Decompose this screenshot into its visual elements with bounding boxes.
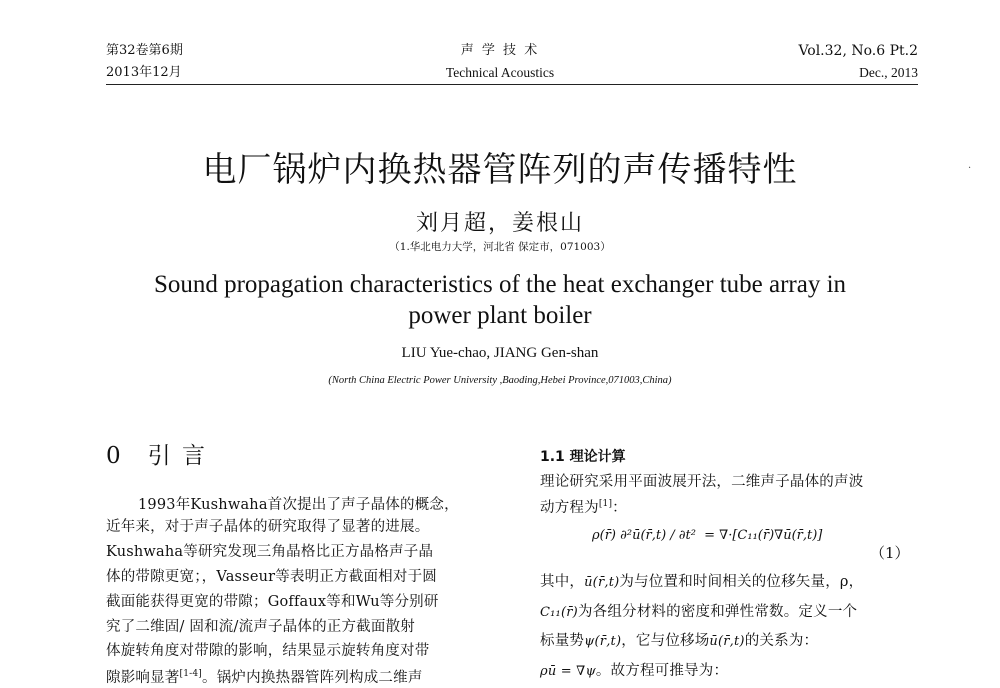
journal-name-en: Technical Acoustics <box>445 65 555 80</box>
math-symbol: ū(r̄,t) <box>709 634 745 649</box>
paper-title-en-line2: power plant boiler <box>408 302 592 329</box>
equation-1 <box>592 528 822 543</box>
body-line: 究了二维固/ 固和流/流声子晶体的正方截面散射 <box>106 619 415 635</box>
body-text: ，它与位移场 <box>621 633 710 649</box>
math-symbol: ψ(r̄,t) <box>584 634 622 649</box>
body-line <box>540 661 728 682</box>
header-issue: 第32卷第6期 <box>106 43 183 58</box>
header-volume: Vol.32, No.6 Pt.2 <box>798 43 918 59</box>
body-line <box>540 572 863 593</box>
header-date: 2013年12月 <box>106 65 182 80</box>
header-rule <box>106 84 918 85</box>
journal-name-cn: 声 学 技 术 <box>460 43 540 58</box>
body-line: 近年来，对于声子晶体的研究取得了显著的进展。 <box>106 519 430 535</box>
body-line: 理论研究采用平面波展开法，二维声子晶体的声波 <box>540 474 864 490</box>
body-line <box>540 631 818 652</box>
section-heading-introduction: 0 引 言 <box>106 443 207 469</box>
body-text: 的关系为： <box>744 633 819 649</box>
body-text: 为各组分材料的密度和弹性常数。定义一个 <box>577 604 858 620</box>
stray-mark: · <box>968 163 972 174</box>
body-text: 。锅炉内换热器管阵列构成二维声 <box>202 669 423 686</box>
equation-rhs: = ∇·[C₁₁(r̄)∇ū(r̄,t)] <box>704 528 823 543</box>
affiliation-en: (North China Electric Power University ,Baoding,Hebei Province,071003,China) <box>328 375 672 386</box>
subsection-heading-theory: 1.1 理论计算 <box>540 449 626 465</box>
body-text: 动方程为 <box>540 499 599 516</box>
body-line: 1993年Kushwaha首次提出了声子晶体的概念， <box>138 497 459 513</box>
equation-number: （1） <box>870 544 910 562</box>
authors-cn: 刘月超，姜根山 <box>415 211 584 236</box>
body-text: ： <box>612 499 627 516</box>
header-date-en: Dec., 2013 <box>859 65 918 80</box>
affiliation-cn: （1.华北电力大学，河北省 保定市，071003） <box>389 241 611 253</box>
citation: [1] <box>598 499 613 509</box>
body-line: 截面能获得更宽的带隙；Goffaux等和Wu等分别研 <box>106 594 439 610</box>
math-symbol: ρū = ∇ψ <box>540 664 596 679</box>
body-text: 其中， <box>540 574 585 590</box>
body-text: 隙影响显著 <box>106 669 180 686</box>
body-text: 。故方程可推导为： <box>595 663 729 679</box>
body-line: Kushwaha等研究发现三角晶格比正方晶格声子晶 <box>106 544 434 560</box>
paper-title-en-line1: Sound propagation characteristics of the heat exchanger tube array in <box>153 271 847 298</box>
body-line: 体旋转角度对带隙的影响，结果显示旋转角度对带 <box>106 643 430 659</box>
body-line-last <box>106 664 423 688</box>
math-symbol: C₁₁(r̄) <box>540 605 578 620</box>
body-line <box>540 602 857 623</box>
body-line: 体的带隙更宽；，Vasseur等表明正方截面相对于圆 <box>106 569 437 585</box>
body-line <box>540 494 627 518</box>
body-text: 标量势 <box>540 633 585 649</box>
equation-lhs: ρ(r̄) ∂²ū(r̄,t) / ∂t² <box>592 528 696 543</box>
authors-en: LIU Yue-chao, JIANG Gen-shan <box>401 345 599 361</box>
math-symbol: ū(r̄,t) <box>584 575 620 590</box>
citation: [1-4] <box>179 669 203 679</box>
paper-title-cn: 电厂锅炉内换热器管阵列的声传播特性 <box>202 150 798 190</box>
body-text: 为与位置和时间相关的位移矢量，ρ， <box>619 574 864 590</box>
